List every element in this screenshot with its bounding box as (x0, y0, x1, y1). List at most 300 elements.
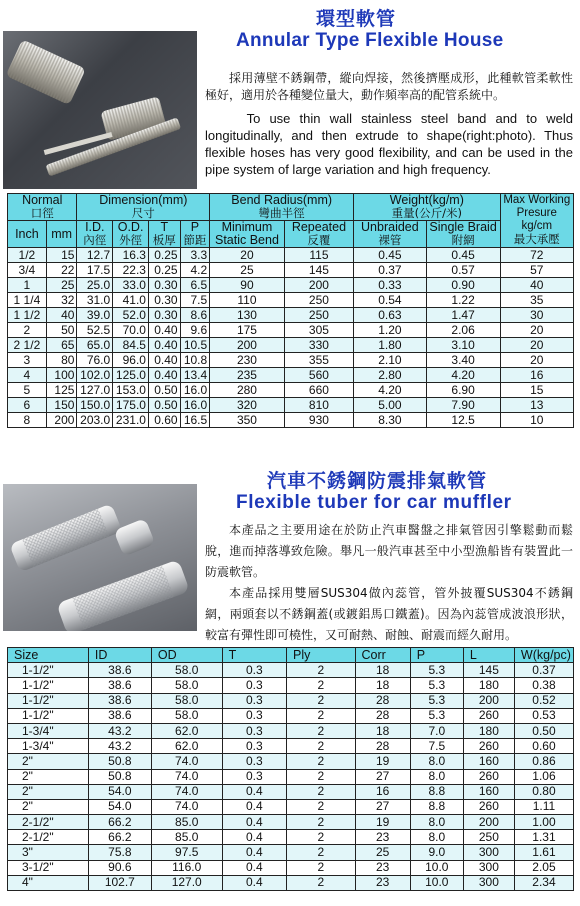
table-cell: 52.5 (77, 323, 113, 338)
table-cell: 54.0 (88, 799, 151, 814)
table-cell: 1.47 (426, 308, 500, 323)
table-cell: 6 (8, 398, 47, 413)
table-cell: 160 (463, 784, 514, 799)
table-cell: 2-1/2" (8, 830, 89, 845)
table-cell: 1.20 (354, 323, 426, 338)
table-cell: 0.38 (514, 678, 573, 693)
table-cell: 4.2 (180, 263, 210, 278)
inch-header: Inch (8, 221, 47, 248)
table-row (8, 338, 574, 353)
table-cell: 19 (355, 815, 410, 830)
table-cell: 0.40 (148, 368, 180, 383)
table-cell: 2 (287, 845, 356, 860)
table-cell: 145 (463, 663, 514, 678)
table-cell: 260 (463, 739, 514, 754)
table-cell: 1.06 (514, 769, 573, 784)
table-cell: 0.40 (148, 353, 180, 368)
table-cell: 12.5 (426, 413, 500, 428)
table-cell: 72 (500, 248, 573, 263)
table-cell: 58.0 (151, 663, 222, 678)
table-cell: 2 (287, 754, 356, 769)
table-cell: 13.4 (180, 368, 210, 383)
table-cell: 0.3 (222, 678, 286, 693)
table-cell: 7.0 (410, 723, 463, 738)
table-cell: 0.3 (222, 769, 286, 784)
table-row (8, 308, 574, 323)
table-cell: 25 (355, 845, 410, 860)
table-cell: 0.45 (354, 248, 426, 263)
table-cell: 2" (8, 754, 89, 769)
table-cell: 250 (284, 293, 353, 308)
table-cell: 0.3 (222, 754, 286, 769)
table-cell: 660 (284, 383, 353, 398)
table-cell: 2 (287, 678, 356, 693)
table-cell: 810 (284, 398, 353, 413)
table-cell: 6.5 (180, 278, 210, 293)
table-cell: 0.33 (354, 278, 426, 293)
table-cell: 23 (355, 860, 410, 875)
table-cell: 1 1/2 (8, 308, 47, 323)
table-cell: 4.20 (426, 368, 500, 383)
table-cell: 250 (463, 830, 514, 845)
table-cell: 0.80 (514, 784, 573, 799)
table-cell: 2 (287, 723, 356, 738)
table-row (8, 739, 574, 754)
table-cell: 115 (284, 248, 353, 263)
table-cell: 235 (210, 368, 285, 383)
table-cell: 12.7 (77, 248, 113, 263)
table-cell: 1.22 (426, 293, 500, 308)
table-row (8, 353, 574, 368)
table-cell: 38.6 (88, 663, 151, 678)
table-cell: 102.7 (88, 875, 151, 890)
column-header: L (463, 648, 514, 663)
table-cell: 13 (500, 398, 573, 413)
unbraided-header: Unbraided 裸管 (354, 221, 426, 248)
table-cell: 280 (210, 383, 285, 398)
table-cell: 58.0 (151, 678, 222, 693)
table-cell: 10.5 (180, 338, 210, 353)
table-cell: 203.0 (77, 413, 113, 428)
table-cell: 10.0 (410, 875, 463, 890)
table-cell: 2 (287, 769, 356, 784)
bend-radius-header: Bend Radius(mm) 彎曲半徑 (210, 194, 354, 221)
table-cell: 1-1/2" (8, 678, 89, 693)
table-cell: 2.06 (426, 323, 500, 338)
table-cell: 35 (500, 293, 573, 308)
table-cell: 0.54 (354, 293, 426, 308)
table-cell: 27 (355, 769, 410, 784)
table-cell: 75.8 (88, 845, 151, 860)
table-cell: 8.30 (354, 413, 426, 428)
table-row (8, 368, 574, 383)
table-cell: 0.86 (514, 754, 573, 769)
table-cell: 355 (284, 353, 353, 368)
table-cell: 28 (355, 708, 410, 723)
table-cell: 231.0 (113, 413, 149, 428)
table-cell: 0.3 (222, 708, 286, 723)
table-cell: 25 (46, 278, 77, 293)
table-cell: 200 (284, 278, 353, 293)
section1-title-en: Annular Type Flexible House (236, 30, 504, 51)
table-cell: 200 (46, 413, 77, 428)
table-cell: 50 (46, 323, 77, 338)
table-cell: 65.0 (77, 338, 113, 353)
table-cell: 300 (463, 845, 514, 860)
table-cell: 3.40 (426, 353, 500, 368)
table-cell: 5.3 (410, 708, 463, 723)
table-cell: 43.2 (88, 723, 151, 738)
table-cell: 260 (463, 769, 514, 784)
table-cell: 9.6 (180, 323, 210, 338)
table-cell: 16 (500, 368, 573, 383)
table-row (8, 799, 574, 814)
table-cell: 0.30 (148, 308, 180, 323)
table-cell: 8.0 (410, 754, 463, 769)
table-cell: 22.3 (113, 263, 149, 278)
table-cell: 74.0 (151, 754, 222, 769)
table-cell: 0.30 (148, 293, 180, 308)
table-cell: 2 (287, 708, 356, 723)
table-cell: 16.3 (113, 248, 149, 263)
table-cell: 3.3 (180, 248, 210, 263)
table-cell: 4 (8, 368, 47, 383)
table-cell: 250 (284, 308, 353, 323)
table-cell: 15 (500, 383, 573, 398)
table-cell: 100 (46, 368, 77, 383)
table-cell: 38.6 (88, 708, 151, 723)
table-cell: 16 (355, 784, 410, 799)
table-cell: 2 (287, 830, 356, 845)
table-cell: 150.0 (77, 398, 113, 413)
table-cell: 39.0 (77, 308, 113, 323)
column-header: W(kg/pc) (514, 648, 573, 663)
table-cell: 31.0 (77, 293, 113, 308)
table-cell: 7.5 (410, 739, 463, 754)
table-cell: 175 (210, 323, 285, 338)
table-cell: 0.40 (148, 323, 180, 338)
table-cell: 8.6 (180, 308, 210, 323)
table-row (8, 708, 574, 723)
t-header: T 板厚 (148, 221, 180, 248)
table-cell: 90.6 (88, 860, 151, 875)
table-cell: 65 (46, 338, 77, 353)
table-cell: 22 (46, 263, 77, 278)
table-cell: 560 (284, 368, 353, 383)
table-cell: 180 (463, 723, 514, 738)
table-cell: 85.0 (151, 830, 222, 845)
table-cell: 6.90 (426, 383, 500, 398)
table-cell: 0.37 (514, 663, 573, 678)
max-working-pressure-header: Max Working Presure kg/cm 最大承壓 (500, 194, 573, 248)
table-row (8, 678, 574, 693)
table-cell: 300 (463, 875, 514, 890)
table-cell: 16.5 (180, 413, 210, 428)
table-cell: 62.0 (151, 739, 222, 754)
table-cell: 58.0 (151, 708, 222, 723)
table-cell: 930 (284, 413, 353, 428)
table-cell: 18 (355, 678, 410, 693)
weight-header: Weight(kg/m) 重量(公斤/米) (354, 194, 500, 221)
table-cell: 20 (500, 323, 573, 338)
table-cell: 200 (210, 338, 285, 353)
table-cell: 3" (8, 845, 89, 860)
section2-title-cn: 汽車不銹鋼防震排氣軟管 (267, 470, 488, 492)
table-cell: 16.0 (180, 398, 210, 413)
table-cell: 8.0 (410, 815, 463, 830)
table-cell: 150 (46, 398, 77, 413)
table-cell: 0.90 (426, 278, 500, 293)
annular-hose-photo (3, 31, 197, 189)
table-cell: 9.0 (410, 845, 463, 860)
table-cell: 27 (355, 799, 410, 814)
table-cell: 3 (8, 353, 47, 368)
column-header: Size (8, 648, 89, 663)
table-cell: 8.8 (410, 784, 463, 799)
table-cell: 50.8 (88, 769, 151, 784)
table-cell: 10.8 (180, 353, 210, 368)
table-cell: 50.8 (88, 754, 151, 769)
table-cell: 300 (463, 860, 514, 875)
table-cell: 20 (500, 353, 573, 368)
table-cell: 15 (46, 248, 77, 263)
table-cell: 130 (210, 308, 285, 323)
table-cell: 74.0 (151, 769, 222, 784)
table-cell: 10.0 (410, 860, 463, 875)
table-cell: 66.2 (88, 830, 151, 845)
table-cell: 320 (210, 398, 285, 413)
table-cell: 0.45 (426, 248, 500, 263)
table-cell: 5.3 (410, 693, 463, 708)
table-row (8, 830, 574, 845)
table-cell: 58.0 (151, 693, 222, 708)
repeated-header: Repeated 反覆 (284, 221, 353, 248)
table-cell: 52.0 (113, 308, 149, 323)
table-cell: 3/4 (8, 263, 47, 278)
table-cell: 0.4 (222, 815, 286, 830)
table-cell: 66.2 (88, 815, 151, 830)
table-cell: 17.5 (77, 263, 113, 278)
table-cell: 25 (210, 263, 285, 278)
table-cell: 20 (500, 338, 573, 353)
table-cell: 1.61 (514, 845, 573, 860)
table-row (8, 815, 574, 830)
table-cell: 5.3 (410, 678, 463, 693)
table-cell: 2" (8, 784, 89, 799)
table-cell: 19 (355, 754, 410, 769)
column-header: T (222, 648, 286, 663)
table-cell: 7.5 (180, 293, 210, 308)
table-cell: 8.0 (410, 769, 463, 784)
table-cell: 90 (210, 278, 285, 293)
table-cell: 2 (287, 663, 356, 678)
table-cell: 25.0 (77, 278, 113, 293)
table-cell: 102.0 (77, 368, 113, 383)
table-cell: 0.50 (148, 398, 180, 413)
table-cell: 32 (46, 293, 77, 308)
section1-description-en: To use thin wall stainless steel band and to weld longitudinally, and then extrude to shape(right:photo). Thus flexible hoses has very good flexibility, and can be used in the pipe system of large variation and high frequency. (205, 111, 573, 177)
table-cell: 54.0 (88, 784, 151, 799)
table-row (8, 784, 574, 799)
table-cell: 23 (355, 830, 410, 845)
column-header: P (410, 648, 463, 663)
table-cell: 1 1/4 (8, 293, 47, 308)
table-cell: 2 (287, 784, 356, 799)
table-cell: 33.0 (113, 278, 149, 293)
table-cell: 0.4 (222, 875, 286, 890)
muffler-hose-spec-table (7, 647, 574, 891)
table-cell: 7.90 (426, 398, 500, 413)
table-cell: 2 (287, 799, 356, 814)
table-cell: 1 (8, 278, 47, 293)
table-cell: 57 (500, 263, 573, 278)
table-cell: 2.10 (354, 353, 426, 368)
table-row (8, 323, 574, 338)
table-cell: 74.0 (151, 784, 222, 799)
table-row (8, 263, 574, 278)
table-cell: 1.11 (514, 799, 573, 814)
table-cell: 28 (355, 693, 410, 708)
column-header: ID (88, 648, 151, 663)
table-cell: 40 (46, 308, 77, 323)
table-row (8, 413, 574, 428)
table-cell: 2-1/2" (8, 815, 89, 830)
table-row (8, 398, 574, 413)
table-cell: 180 (463, 678, 514, 693)
table-cell: 2 (287, 815, 356, 830)
table-cell: 125.0 (113, 368, 149, 383)
table-cell: 1-1/2" (8, 693, 89, 708)
table-cell: 0.4 (222, 799, 286, 814)
table-cell: 260 (463, 799, 514, 814)
table-cell: 230 (210, 353, 285, 368)
table-cell: 1-3/4" (8, 723, 89, 738)
table-cell: 1-1/2" (8, 663, 89, 678)
table-cell: 0.4 (222, 845, 286, 860)
table-cell: 110 (210, 293, 285, 308)
table-cell: 2.05 (514, 860, 573, 875)
id-header: I.D. 內徑 (77, 221, 113, 248)
table-cell: 0.57 (426, 263, 500, 278)
table-cell: 5.00 (354, 398, 426, 413)
section2-title-en: Flexible tuber for car muffler (236, 492, 512, 513)
annular-hose-spec-table (7, 193, 574, 428)
table-row (8, 754, 574, 769)
table-cell: 74.0 (151, 799, 222, 814)
table-cell: 0.3 (222, 723, 286, 738)
table-cell: 0.50 (148, 383, 180, 398)
section1-title-cn: 環型軟管 (316, 8, 397, 30)
table-cell: 40 (500, 278, 573, 293)
column-header: Corr (355, 648, 410, 663)
table-cell: 80 (46, 353, 77, 368)
mm-header: mm (46, 221, 77, 248)
table-cell: 260 (463, 708, 514, 723)
table-cell: 20 (210, 248, 285, 263)
table-cell: 97.5 (151, 845, 222, 860)
table-cell: 38.6 (88, 693, 151, 708)
table-cell: 0.52 (514, 693, 573, 708)
table-cell: 0.50 (514, 723, 573, 738)
table-cell: 1.00 (514, 815, 573, 830)
table-cell: 305 (284, 323, 353, 338)
table-cell: 127.0 (151, 875, 222, 890)
dimension-header: Dimension(mm) 尺寸 (77, 194, 210, 221)
table-cell: 4.20 (354, 383, 426, 398)
table-cell: 2 1/2 (8, 338, 47, 353)
table-cell: 28 (355, 739, 410, 754)
table-cell: 38.6 (88, 678, 151, 693)
table-cell: 10 (500, 413, 573, 428)
table-cell: 8.8 (410, 799, 463, 814)
table-cell: 0.60 (148, 413, 180, 428)
section1-description-cn: 採用薄壁不銹鋼帶，縱向焊接，然後擠壓成形，此種軟管柔軟性極好，適用於各種變位量大，動作頻率高的配管系統中。 (205, 71, 573, 102)
table-cell: 0.60 (514, 739, 573, 754)
table-cell: 3-1/2" (8, 860, 89, 875)
table-row (8, 293, 574, 308)
single-braid-header: Single Braid 附網 (426, 221, 500, 248)
table-cell: 70.0 (113, 323, 149, 338)
column-header: OD (151, 648, 222, 663)
table-cell: 0.63 (354, 308, 426, 323)
table-cell: 62.0 (151, 723, 222, 738)
table-row (8, 769, 574, 784)
table-cell: 350 (210, 413, 285, 428)
table-cell: 0.3 (222, 739, 286, 754)
min-static-bend-header: Minimum Static Bend (210, 221, 285, 248)
table-row (8, 875, 574, 890)
table-cell: 116.0 (151, 860, 222, 875)
table-row (8, 693, 574, 708)
table-cell: 0.40 (148, 338, 180, 353)
normal-header: Normal 口徑 (8, 194, 77, 221)
table-row (8, 278, 574, 293)
table-cell: 18 (355, 663, 410, 678)
table-cell: 1/2 (8, 248, 47, 263)
table-row (8, 248, 574, 263)
table-cell: 200 (463, 815, 514, 830)
table-cell: 84.5 (113, 338, 149, 353)
table-cell: 200 (463, 693, 514, 708)
table-cell: 2" (8, 769, 89, 784)
table-cell: 16.0 (180, 383, 210, 398)
table-cell: 330 (284, 338, 353, 353)
table-cell: 85.0 (151, 815, 222, 830)
table-row (8, 723, 574, 738)
section2-description-cn-2: 本產品採用雙層SUS304做內蕊管，管外披覆SUS304不銹鋼網，兩頭套以不銹鋼蓋(或鍍鋁馬口鐵蓋)。因為內蕊管成波浪形狀，較富有彈性即可橈性，又可耐熱、耐蝕、耐震而經久耐用。 (205, 586, 573, 642)
table-cell: 5 (8, 383, 47, 398)
table-cell: 2 (287, 739, 356, 754)
table-cell: 8 (8, 413, 47, 428)
table-cell: 1.31 (514, 830, 573, 845)
table-cell: 0.4 (222, 784, 286, 799)
table-cell: 2 (287, 860, 356, 875)
table-cell: 0.30 (148, 278, 180, 293)
table-cell: 2" (8, 799, 89, 814)
table-cell: 153.0 (113, 383, 149, 398)
table-cell: 23 (355, 875, 410, 890)
table-row (8, 860, 574, 875)
table-cell: 175.0 (113, 398, 149, 413)
od-header: O.D. 外徑 (113, 221, 149, 248)
table-cell: 2 (287, 693, 356, 708)
table-cell: 2 (8, 323, 47, 338)
table-cell: 0.4 (222, 830, 286, 845)
table-cell: 0.3 (222, 663, 286, 678)
table-cell: 0.37 (354, 263, 426, 278)
table-cell: 43.2 (88, 739, 151, 754)
table-cell: 0.25 (148, 263, 180, 278)
